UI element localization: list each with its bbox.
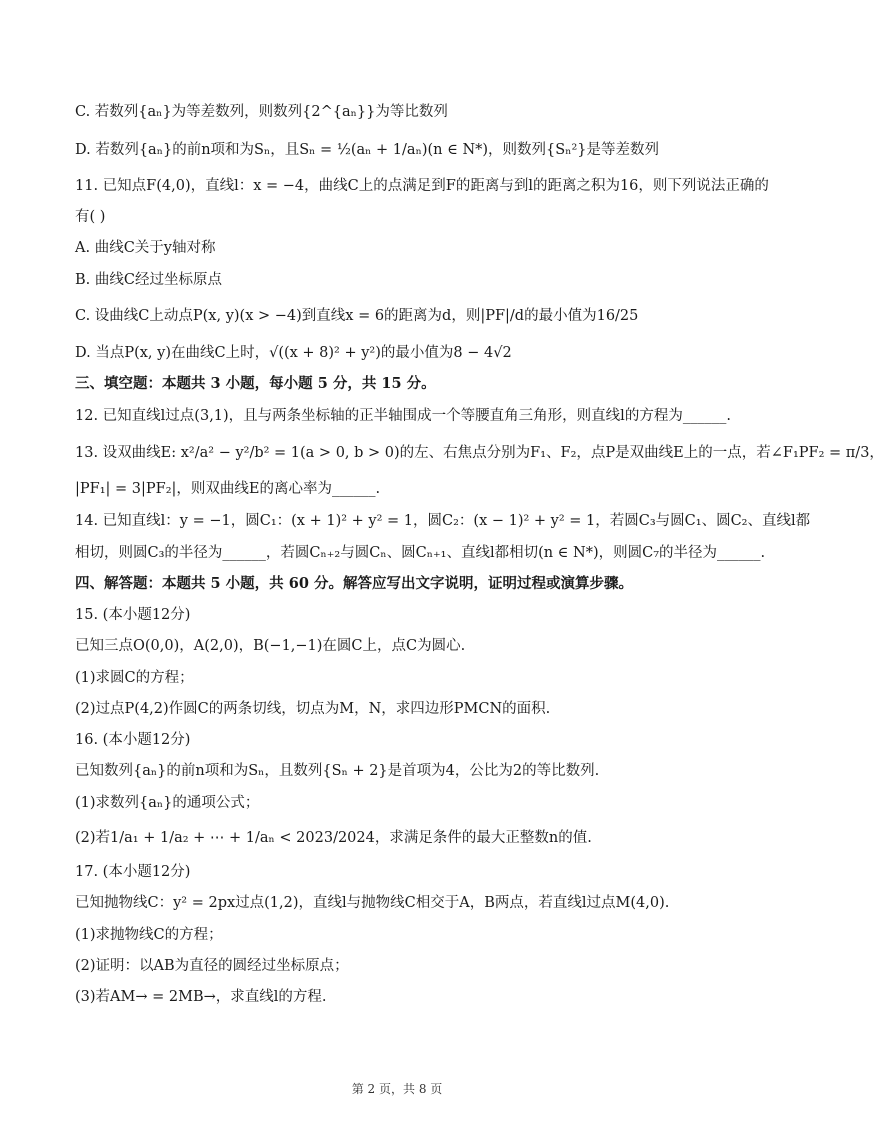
question-11-stem-cont: 有( ) [75, 209, 106, 225]
question-16-part-2: (2)若1/a₁ + 1/a₂ + ⋯ + 1/aₙ < 2023/2024，求满足条件的最大正整数n的值. [75, 830, 592, 846]
question-14-cont: 相切，则圆C₃的半径为______，若圆Cₙ₊₂与圆Cₙ、圆Cₙ₊₁、直线l都相切(n ∈ N*)，则圆C₇的半径为______. [75, 545, 766, 561]
question-17-part-2: (2)证明：以AB为直径的圆经过坐标原点； [75, 958, 349, 974]
question-17-stem: 已知抛物线C：y² = 2px过点(1,2)，直线l与抛物线C相交于A，B两点，若直线l过点M(4,0). [75, 895, 670, 911]
question-11-option-b: B. 曲线C经过坐标原点 [75, 272, 222, 288]
question-12: 12. 已知直线l过点(3,1)，且与两条坐标轴的正半轴围成一个等腰直角三角形，则直线l的方程为______. [75, 408, 731, 424]
option-c-prev: C. 若数列{aₙ}为等差数列，则数列{2^{aₙ}}为等比数列 [75, 104, 448, 120]
question-16-stem: 已知数列{aₙ}的前n项和为Sₙ，且数列{Sₙ + 2}是首项为4，公比为2的等比数列. [75, 763, 600, 779]
section-3-heading: 三、填空题：本题共 3 小题，每小题 5 分，共 15 分。 [75, 375, 436, 392]
question-14: 14. 已知直线l：y = −1，圆C₁：(x + 1)² + y² = 1，圆C₂：(x − 1)² + y² = 1，若圆C₃与圆C₁、圆C₂、直线l都 [75, 513, 811, 529]
option-d-prev: D. 若数列{aₙ}的前n项和为Sₙ，且Sₙ = ½(aₙ + 1/aₙ)(n ∈ N*)，则数列{Sₙ²}是等差数列 [75, 142, 660, 158]
question-11-stem: 11. 已知点F(4,0)，直线l：x = −4，曲线C上的点满足到F的距离与到l的距离之积为16，则下列说法正确的 [75, 178, 769, 194]
question-16-header: 16. (本小题12分) [75, 732, 191, 748]
question-17-part-3: (3)若AM→ = 2MB→，求直线l的方程. [75, 989, 327, 1005]
section-4-heading: 四、解答题：本题共 5 小题，共 60 分。解答应写出文字说明，证明过程或演算步骤。 [75, 575, 633, 592]
question-11-option-c: C. 设曲线C上动点P(x, y)(x > −4)到直线x = 6的距离为d，则|PF|/d的最小值为16/25 [75, 308, 639, 324]
question-15-part-2: (2)过点P(4,2)作圆C的两条切线，切点为M，N，求四边形PMCN的面积. [75, 701, 551, 717]
question-15-part-1: (1)求圆C的方程； [75, 670, 194, 686]
question-17-header: 17. (本小题12分) [75, 864, 191, 880]
question-13-cont: |PF₁| = 3|PF₂|，则双曲线E的离心率为______. [75, 481, 381, 497]
question-17-part-1: (1)求抛物线C的方程； [75, 927, 223, 943]
question-15-header: 15. (本小题12分) [75, 607, 191, 623]
question-15-stem: 已知三点O(0,0)，A(2,0)，B(−1,−1)在圆C上，点C为圆心. [75, 638, 466, 654]
question-11-option-d: D. 当点P(x, y)在曲线C上时，√((x + 8)² + y²)的最小值为8 − 4√2 [75, 345, 512, 361]
question-13: 13. 设双曲线E: x²/a² − y²/b² = 1(a > 0, b > 0)的左、右焦点分别为F₁、F₂，点P是双曲线E上的一点，若∠F₁PF₂ = π/3， [75, 445, 884, 461]
question-16-part-1: (1)求数列{aₙ}的通项公式； [75, 795, 260, 811]
page-footer: 第 2 页，共 8 页 [351, 1082, 443, 1096]
question-11-option-a: A. 曲线C关于y轴对称 [75, 240, 216, 256]
